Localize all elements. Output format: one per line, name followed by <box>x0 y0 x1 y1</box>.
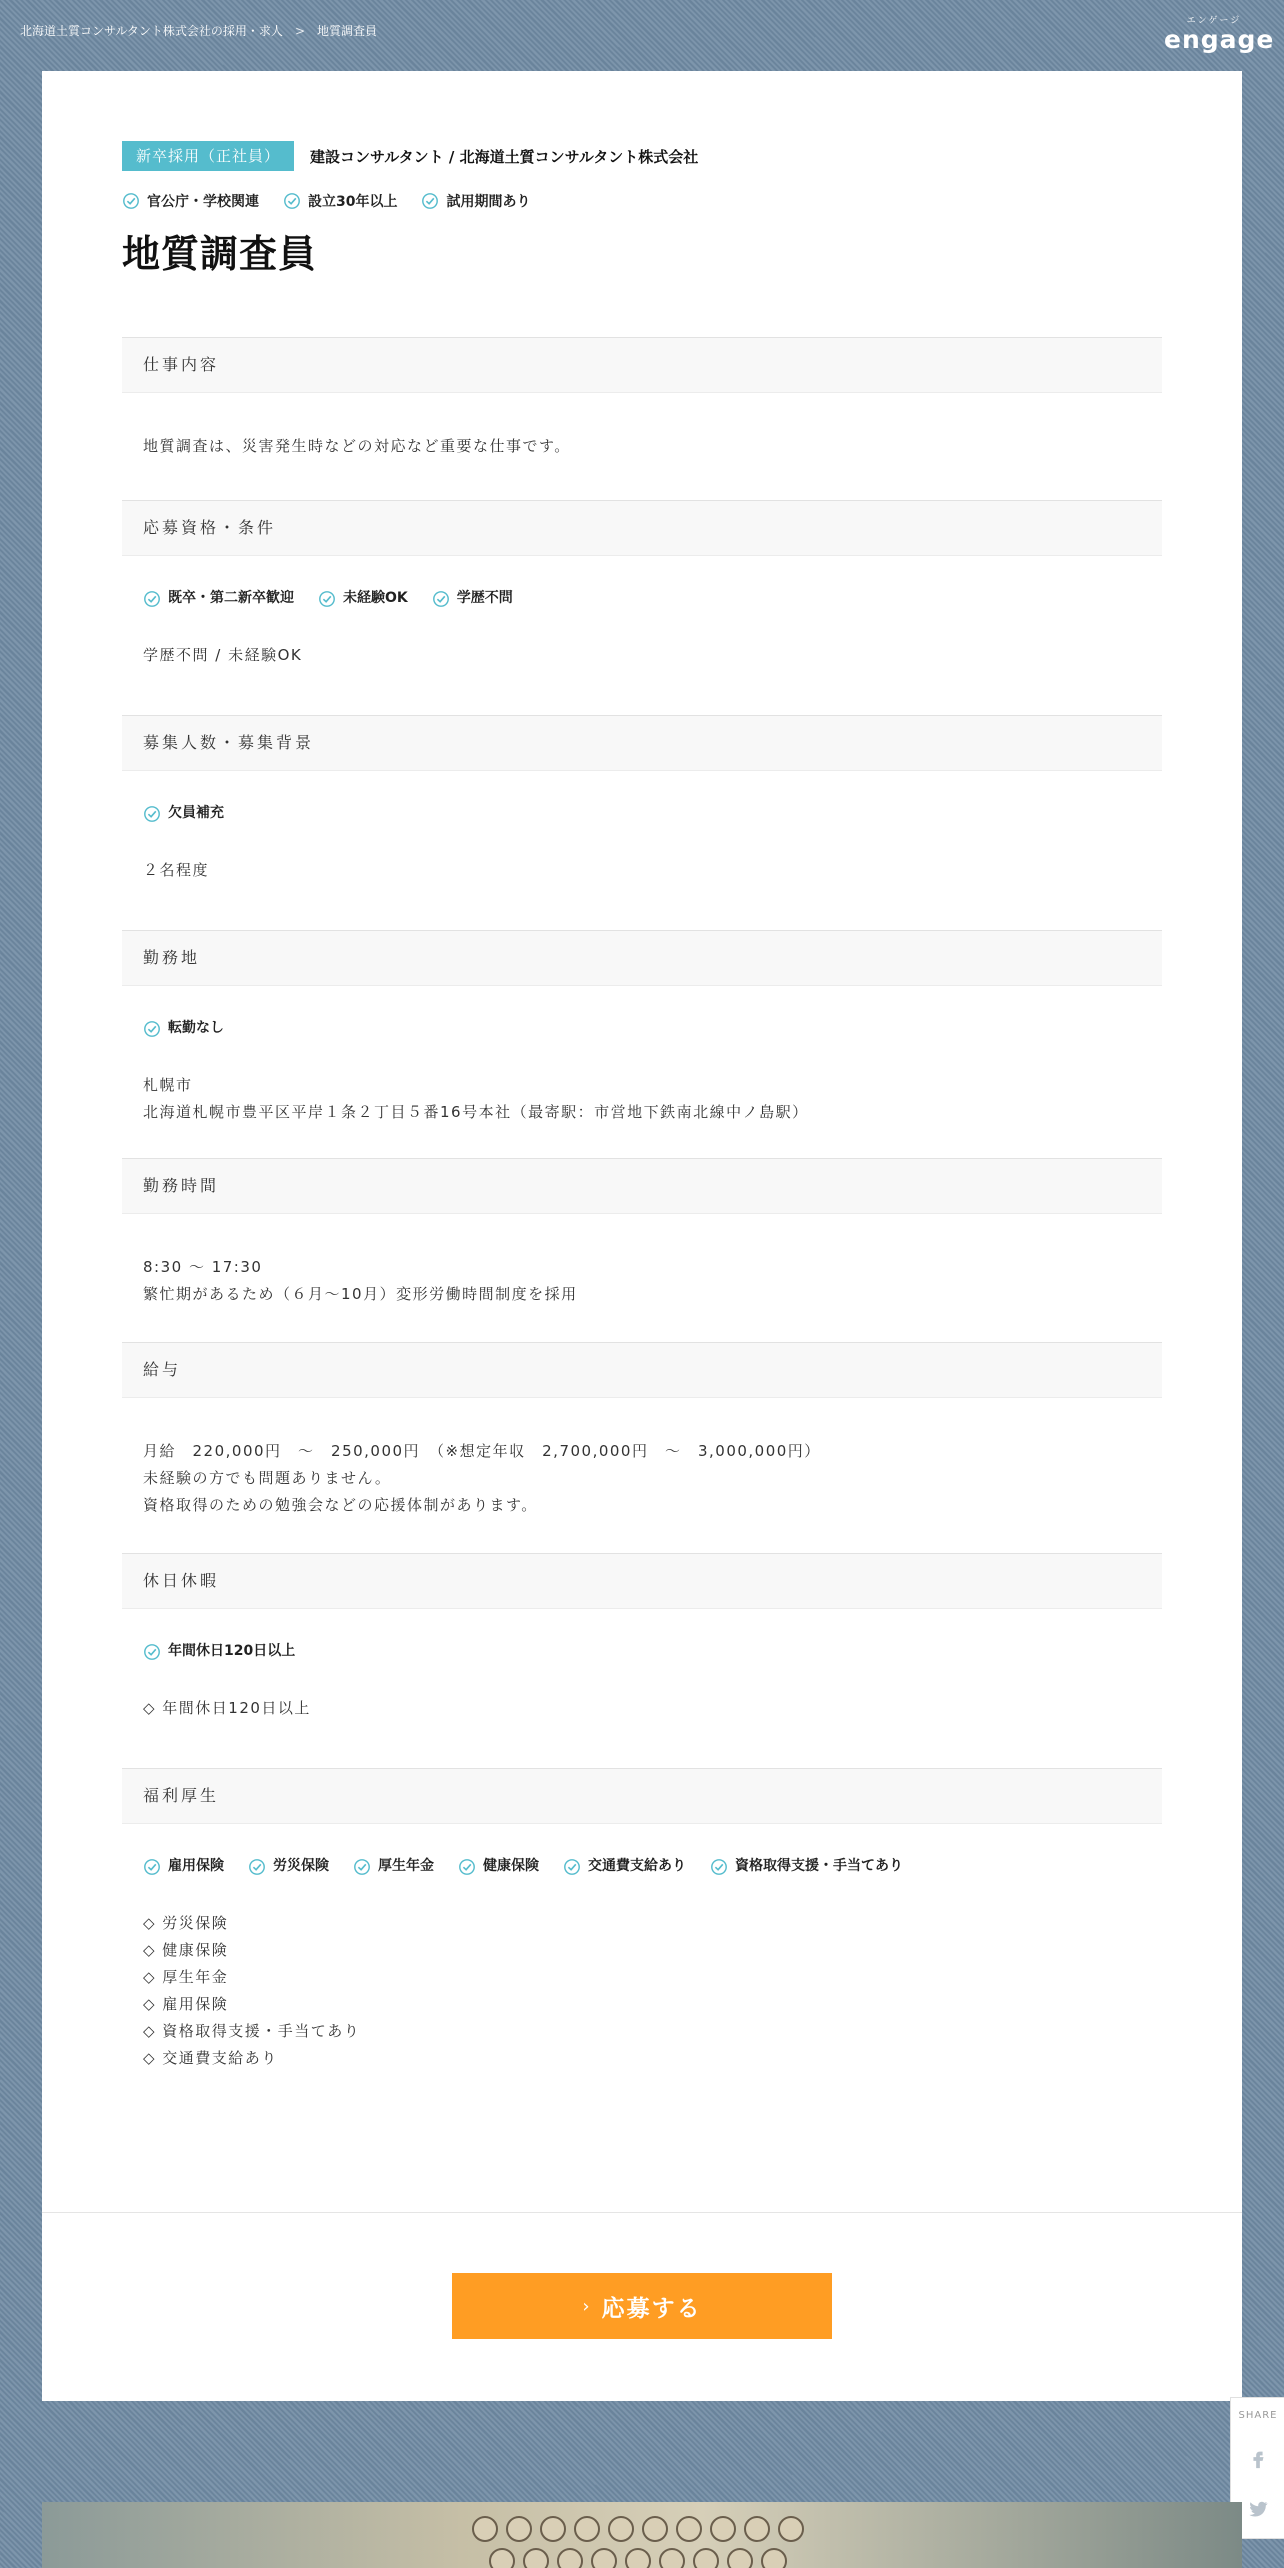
section-text: 札幌市 <box>143 1076 193 1094</box>
employment-type-badge: 新卒採用（正社員） <box>122 141 294 171</box>
company-name: 建設コンサルタント / 北海道土質コンサルタント株式会社 <box>310 147 699 166</box>
job-card <box>42 71 1242 2401</box>
check-circle-icon <box>432 590 450 608</box>
check-circle-icon <box>143 590 161 608</box>
section-hours <box>122 1158 1162 1342</box>
typewriter-key <box>591 2548 617 2568</box>
typewriter-key <box>727 2548 753 2568</box>
typewriter-key <box>761 2548 787 2568</box>
feature-item <box>143 1853 224 1880</box>
section-text: ◇ 厚生年金 <box>143 1968 229 1986</box>
typewriter-key <box>472 2516 498 2542</box>
job-tag-label: 官公庁・学校関連 <box>147 194 259 210</box>
section-recruit <box>122 715 1162 930</box>
apply-button[interactable] <box>452 2273 832 2339</box>
feature-item <box>143 1015 224 1042</box>
check-circle-icon <box>283 192 301 210</box>
feature-label: 雇用保険 <box>168 1858 224 1874</box>
section-text: ◇ 雇用保険 <box>143 1995 229 2013</box>
feature-item <box>432 585 513 612</box>
feature-item <box>458 1853 539 1880</box>
feature-list <box>143 1853 1141 1880</box>
job-content <box>122 141 1162 2118</box>
facebook-icon[interactable] <box>1247 2448 1269 2470</box>
section-heading: 勤務地 <box>122 930 1162 986</box>
feature-label: 健康保険 <box>483 1858 539 1874</box>
breadcrumb-company-link[interactable]: 北海道土質コンサルタント株式会社の採用・求人 <box>20 24 283 38</box>
apply-button-label: 応募する <box>601 2295 702 2322</box>
job-tag-label: 試用期間あり <box>446 194 531 210</box>
section-text: ２名程度 <box>143 861 210 879</box>
section-salary <box>122 1342 1162 1553</box>
section-text: ◇ 資格取得支援・手当てあり <box>143 2022 361 2040</box>
feature-list <box>143 585 1141 612</box>
job-header <box>122 141 1162 171</box>
check-circle-icon <box>143 805 161 823</box>
check-circle-icon <box>421 192 439 210</box>
typewriter-key <box>710 2516 736 2542</box>
feature-label: 労災保険 <box>273 1858 329 1874</box>
typewriter-key <box>540 2516 566 2542</box>
logo-kana: エンゲージ <box>1186 16 1242 26</box>
breadcrumb-separator-icon: > <box>294 24 305 38</box>
feature-label: 資格取得支援・手当てあり <box>735 1858 903 1874</box>
job-tag-label: 設立30年以上 <box>308 194 398 210</box>
job-tag <box>122 191 259 211</box>
section-text: ◇ 労災保険 <box>143 1914 229 1932</box>
feature-list <box>143 800 1141 827</box>
typewriter-key <box>676 2516 702 2542</box>
section-work <box>122 337 1162 500</box>
feature-label: 厚生年金 <box>378 1858 434 1874</box>
typewriter-key <box>506 2516 532 2542</box>
check-circle-icon <box>710 1858 728 1876</box>
section-body <box>122 1398 1162 1553</box>
top-bar <box>0 0 1284 60</box>
logo-word: engage <box>1164 25 1275 54</box>
job-tag <box>421 191 530 211</box>
feature-item <box>563 1853 686 1880</box>
section-body <box>122 986 1162 1158</box>
engage-logo[interactable] <box>1164 16 1275 54</box>
check-circle-icon <box>458 1858 476 1876</box>
feature-item <box>143 585 294 612</box>
section-text: ◇ 健康保険 <box>143 1941 229 1959</box>
feature-item <box>143 1638 295 1665</box>
feature-item <box>710 1853 903 1880</box>
job-title: 地質調査員 <box>122 232 318 276</box>
section-heading: 募集人数・募集背景 <box>122 715 1162 771</box>
typewriter-key <box>489 2548 515 2568</box>
job-tag <box>283 191 397 211</box>
section-text: 繁忙期があるため（６月～10月）変形労働時間制度を採用 <box>143 1285 578 1303</box>
feature-item <box>248 1853 329 1880</box>
section-text: 月給 220,000円 ～ 250,000円 （※想定年収 2,700,000円 ～ 3,000,000円） <box>143 1442 821 1460</box>
typewriter-key <box>557 2548 583 2568</box>
share-label: SHARE <box>1238 2410 1278 2421</box>
feature-item <box>143 800 224 827</box>
typewriter-key <box>659 2548 685 2568</box>
check-circle-icon <box>248 1858 266 1876</box>
feature-label: 年間休日120日以上 <box>168 1643 296 1659</box>
feature-list <box>143 1015 1141 1042</box>
feature-list <box>143 1638 1141 1665</box>
check-circle-icon <box>353 1858 371 1876</box>
check-circle-icon <box>563 1858 581 1876</box>
feature-label: 学歴不問 <box>456 590 513 606</box>
section-text: 学歴不問 / 未経験OK <box>143 646 303 664</box>
typewriter-key <box>642 2516 668 2542</box>
section-qualification <box>122 500 1162 715</box>
section-body <box>122 393 1162 500</box>
typewriter-photo <box>42 2502 1242 2568</box>
feature-label: 欠員補充 <box>168 805 224 821</box>
section-text: 地質調査は、災害発生時などの対応など重要な仕事です。 <box>143 437 571 455</box>
feature-item <box>353 1853 434 1880</box>
check-circle-icon <box>122 192 140 210</box>
section-text: 未経験の方でも問題ありません。 <box>143 1469 392 1487</box>
section-welfare <box>122 1768 1162 2118</box>
feature-label: 交通費支給あり <box>588 1858 686 1874</box>
typewriter-key <box>778 2516 804 2542</box>
check-circle-icon <box>143 1020 161 1038</box>
typewriter-key <box>744 2516 770 2542</box>
section-body <box>122 771 1162 930</box>
section-body <box>122 556 1162 715</box>
typewriter-key <box>693 2548 719 2568</box>
section-body <box>122 1824 1162 2118</box>
section-text: ◇ 年間休日120日以上 <box>143 1699 311 1717</box>
feature-item <box>318 585 408 612</box>
typewriter-key <box>523 2548 549 2568</box>
feature-label: 転勤なし <box>168 1020 224 1036</box>
section-text: ◇ 交通費支給あり <box>143 2049 278 2067</box>
typewriter-keys <box>472 2510 892 2568</box>
section-body <box>122 1214 1162 1342</box>
feature-label: 既卒・第二新卒歓迎 <box>168 590 294 606</box>
twitter-icon[interactable] <box>1247 2498 1269 2520</box>
check-circle-icon <box>143 1643 161 1661</box>
breadcrumb-current: 地質調査員 <box>317 24 378 38</box>
section-body <box>122 1609 1162 1768</box>
section-heading: 福利厚生 <box>122 1768 1162 1824</box>
typewriter-key <box>608 2516 634 2542</box>
check-circle-icon <box>143 1858 161 1876</box>
typewriter-key <box>574 2516 600 2542</box>
section-heading: 休日休暇 <box>122 1553 1162 1609</box>
divider <box>42 2212 1242 2213</box>
check-circle-icon <box>318 590 336 608</box>
section-text: 8:30 ～ 17:30 <box>143 1258 263 1276</box>
section-text: 北海道札幌市豊平区平岸１条２丁目５番16号本社（最寄駅：市営地下鉄南北線中ノ島駅） <box>143 1103 809 1121</box>
section-heading: 給与 <box>122 1342 1162 1398</box>
typewriter-key <box>625 2548 651 2568</box>
section-location <box>122 930 1162 1158</box>
section-text: 資格取得のための勉強会などの応援体制があります。 <box>143 1496 538 1514</box>
breadcrumb <box>20 22 377 39</box>
chevron-right-icon: › <box>582 2295 592 2317</box>
section-heading: 応募資格・条件 <box>122 500 1162 556</box>
section-heading: 勤務時間 <box>122 1158 1162 1214</box>
job-tags <box>122 191 1162 211</box>
feature-label: 未経験OK <box>343 590 408 606</box>
section-heading: 仕事内容 <box>122 337 1162 393</box>
section-holiday <box>122 1553 1162 1768</box>
